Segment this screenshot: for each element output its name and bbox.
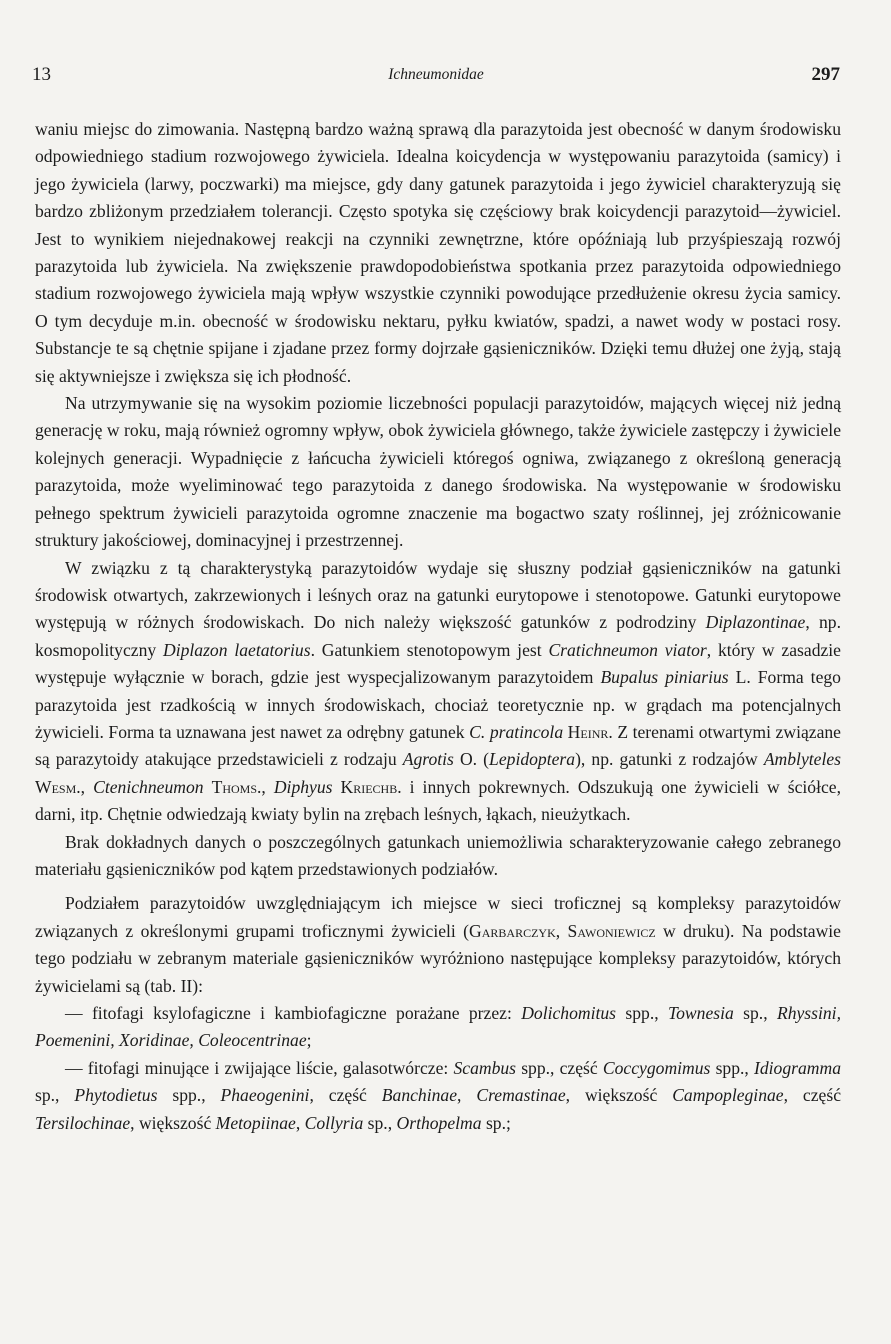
text-run: , większość	[565, 1085, 673, 1106]
text-run: O. (	[453, 749, 490, 770]
text-run: — fitofagi minujące i zwijające liście, galasotwórcze:	[65, 1057, 454, 1078]
text-run: ,	[295, 1112, 305, 1133]
italic-term: Agrotis	[402, 749, 454, 770]
text-run: sp.,	[363, 1112, 397, 1133]
text-run: . Gatunkiem stenotopowym jest	[310, 639, 549, 660]
text-run: .,	[76, 776, 94, 797]
page-number: 297	[811, 64, 840, 85]
paragraph	[35, 390, 841, 554]
author-name: Thoms	[211, 776, 258, 797]
italic-term: Orthopelma	[396, 1112, 482, 1133]
paragraph	[35, 116, 841, 390]
author-name: Garbarczyk	[469, 920, 556, 941]
italic-term: Townesia	[667, 1003, 734, 1023]
text-run: sp.,	[35, 1085, 75, 1106]
italic-term: Banchinae	[381, 1085, 458, 1106]
text-run	[332, 777, 340, 797]
italic-term: Phytodietus	[74, 1085, 158, 1106]
text-run: . Z terenami otwartymi związane są parazytoidy atakujące przedstawicieli z rodzaju	[35, 721, 841, 770]
author-name: Kriechb	[340, 776, 398, 797]
italic-term: Diplazon laetatorius	[163, 639, 311, 660]
paragraph	[35, 1055, 841, 1137]
text-run: — fitofagi ksylofagiczne i kambiofagiczne porażane przez:	[65, 1003, 522, 1023]
italic-term: Diphyus	[273, 776, 333, 797]
italic-term: Rhyssini, Poemenini, Xoridinae, Coleocentrinae	[35, 1003, 841, 1051]
text-run: ), np. gatunki z rodzajów	[575, 749, 764, 770]
text-run: w druku). Na podstawie tego podziału w zebranym materiale gąsieniczników wyróżniono następujące kompleksy parazytoidów, których żywicielami są (tab. II):	[35, 920, 841, 996]
text-run: L. Forma tego parazytoida jest rzadkością w innych środowiskach, chociaż teoretycznie np. w grądach ma potencjalnych żywicieli. Forma ta uznawana jest nawet za odrębny gatunek	[35, 667, 841, 742]
text-run	[204, 777, 212, 797]
text-run: spp.,	[616, 1003, 668, 1023]
paragraph	[35, 555, 841, 829]
italic-term: Campopleginae	[672, 1085, 784, 1106]
italic-term: C. pratincola	[469, 721, 564, 742]
text-run: ,	[555, 920, 568, 941]
text-run: ;	[306, 1030, 312, 1051]
running-title: Ichneumonidae	[388, 66, 484, 83]
italic-term: Coccygomimus	[602, 1057, 711, 1078]
italic-term: Cratichneumon viator	[548, 639, 707, 660]
text-run: spp.,	[710, 1057, 754, 1078]
italic-term: Tersilochinae	[35, 1112, 131, 1133]
text-run: Podziałem parazytoidów uwzględniającym ich miejsce w sieci troficznej są kompleksy parazytoidów związanych z określonymi grupami troficznymi żywicieli (	[35, 893, 841, 941]
text-run: ,	[457, 1085, 477, 1106]
running-header	[32, 64, 840, 94]
text-run: , część	[783, 1085, 842, 1106]
text-run: spp., część	[516, 1057, 603, 1078]
text-run: , np. kosmopolityczny	[35, 612, 841, 660]
chapter-number: 13	[32, 64, 51, 85]
italic-term: Cremastinae	[476, 1085, 566, 1106]
text-run: . i innych pokrewnych. Odszukują one żywicieli w ściółce, darni, itp. Chętnie odwiedzają kwiaty bylin na zrębach leśnych, łąkach, nieużytkach.	[35, 776, 842, 825]
text-run: waniu miejsc do zimowania. Następną bardzo ważną sprawą dla parazytoida jest obecność w danym środowisku odpowiedniego stadium rozwojowego żywiciela. Idealna koicydencja w występowaniu parazytoida (samicy) i jego żywiciela (larwy, poczwarki) ma miejsce, gdy dany gatunek parazytoida i jego żywiciel charakteryzują się bardzo zbliżonym przedziałem tolerancji. Często spotyka się częściowy brak koicydencji parazytoid—żywiciel. Jest to wynikiem niejednakowej reakcji na czynniki zewnętrzne, które opóźniają lub przyśpieszają rozwój parazytoida lub żywiciela. Na zwiększenie prawdopodobieństwa spotkania przez parazytoida odpowiedniego stadium rozwojowego żywiciela mają wpływ wszystkie czynniki powodujące przedłużenie okresu życia samicy. O tym decyduje m.in. obecność w środowisku nektaru, pyłku kwiatów, spadzi, a nawet wody w postaci rosy. Substancje te są chętnie spijane i zjadane przez formy dojrzałe gąsieniczników. Dzięki temu dłużej one żyją, stają się aktywniejsze i zwiększa się ich płodność.	[35, 119, 841, 386]
text-run: Na utrzymywanie się na wysokim poziomie liczebności populacji parazytoidów, mających więcej niż jedną generację w roku, mają również ogromny wpływ, obok żywiciela głównego, także żywiciele zastępczy i żywiciele kolejnych generacji. Wypadnięcie z łańcucha żywicieli któregoś ogniwa, związanego z określoną generacją parazytoida, może wyeliminować tego parazytoida z danego środowiska. Na występowanie w środowisku pełnego spektrum żywicieli parazytoida ogromne znaczenie ma bogactwo szaty roślinnej, jej zróżnicowanie struktury jakościowej, dominacyjnej i przestrzennej.	[35, 393, 841, 551]
text-run: Brak dokładnych danych o poszczególnych gatunkach uniemożliwia scharakteryzowanie całego zebranego materiału gąsieniczników pod kątem przedstawionych podziałów.	[35, 831, 841, 879]
text-run: , część	[309, 1085, 382, 1106]
text-run: sp.,	[733, 1003, 777, 1023]
body-text	[35, 116, 841, 1137]
italic-term: Metopiinae	[215, 1112, 296, 1133]
paragraph	[35, 890, 841, 1000]
author-name: Wesm	[35, 776, 77, 797]
italic-term: Idiogramma	[754, 1057, 841, 1078]
text-run: W związku z tą charakterystyką parazytoidów wydaje się słuszny podział gąsieniczników na gatunki środowisk otwartych, zakrzewionych i leśnych oraz na gatunki eurytopowe i stenotopowe. Gatunki eurytopowe występują w różnych środowiskach. Do nich należy większość gatunków z podrodziny	[35, 557, 841, 633]
italic-term: Collyria	[304, 1112, 364, 1133]
italic-term: Ctenichneumon	[93, 776, 204, 797]
italic-term: Bupalus piniarius	[600, 667, 729, 688]
text-run: spp.,	[157, 1085, 221, 1106]
italic-term: Diplazontinae	[705, 612, 806, 633]
paragraph	[35, 1000, 841, 1055]
author-name: Heinr	[567, 721, 609, 742]
italic-term: Dolichomitus	[521, 1003, 617, 1023]
paragraph	[35, 829, 841, 884]
italic-term: Scambus	[453, 1057, 517, 1078]
text-run: .,	[257, 776, 274, 797]
italic-term: Lepidoptera	[489, 749, 576, 770]
italic-term: Amblyteles	[763, 749, 841, 770]
author-name: Sawoniewicz	[567, 920, 656, 941]
text-run: , który w zasadzie występuje wyłącznie w borach, gdzie jest wyspecjalizowanym parazytoidem	[35, 639, 841, 688]
italic-term: Phaeogenini	[220, 1085, 310, 1106]
text-run: , większość	[130, 1112, 216, 1133]
text-run: sp.;	[481, 1112, 511, 1133]
